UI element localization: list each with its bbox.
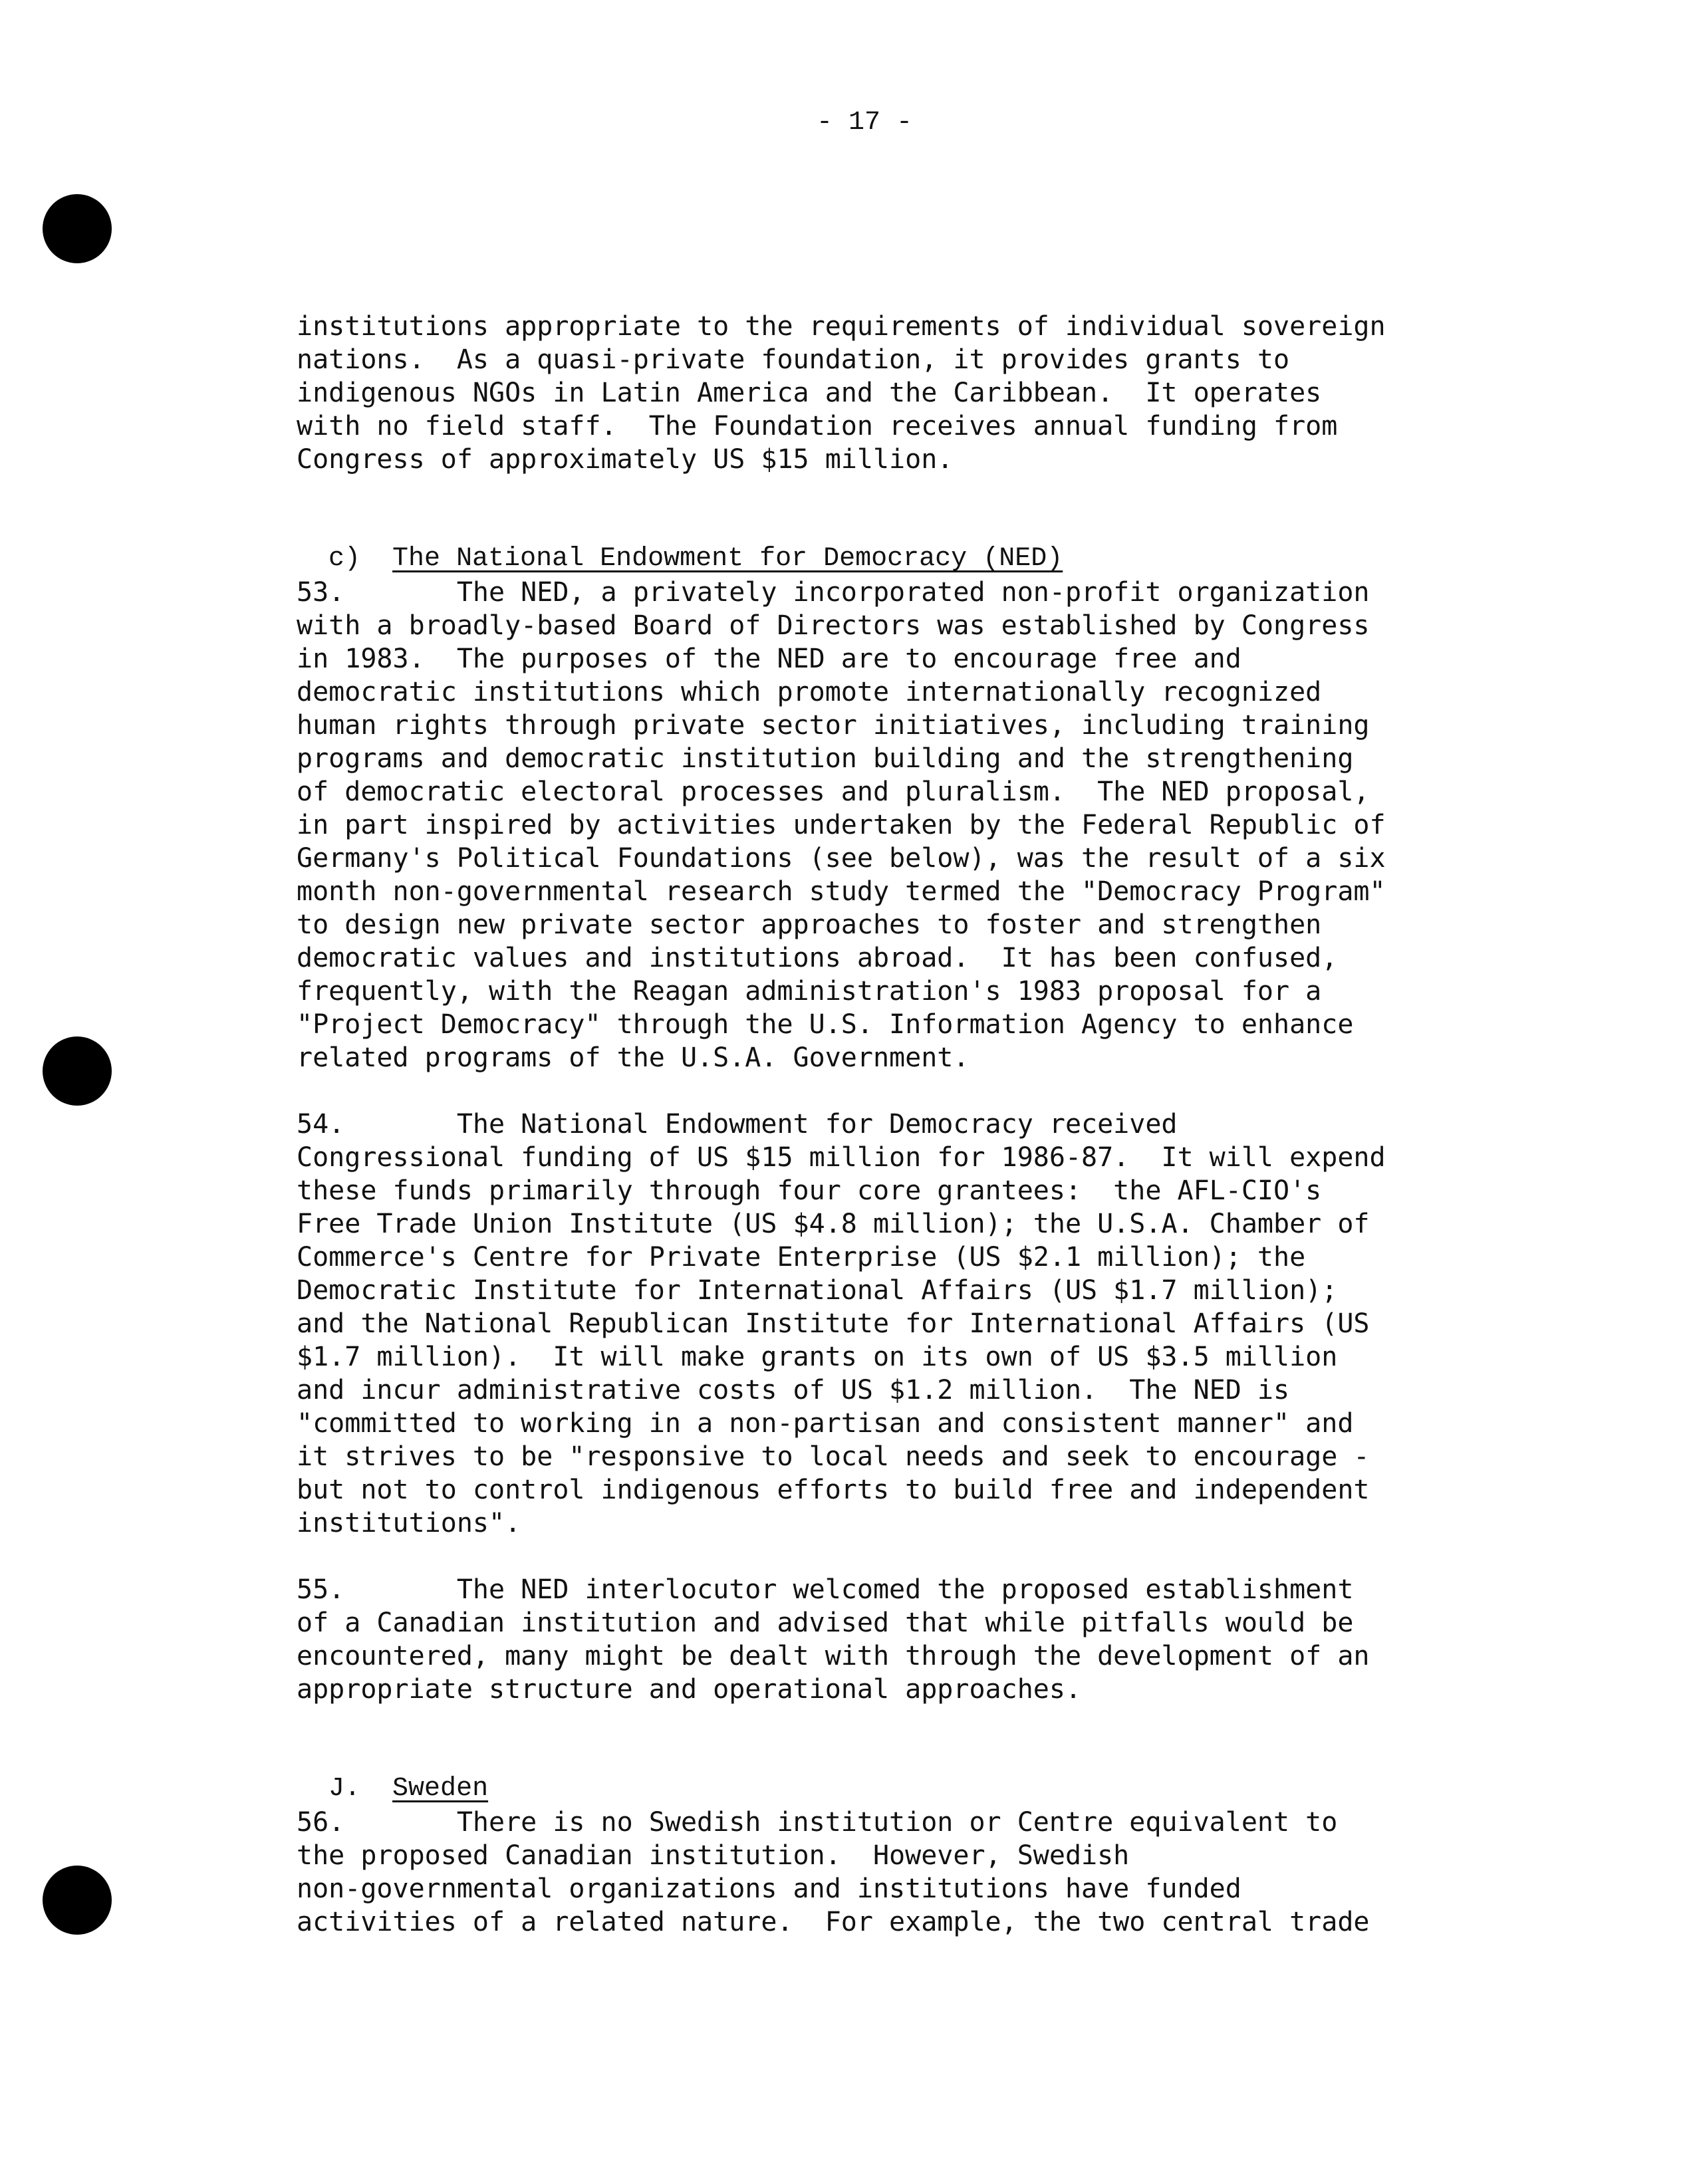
punch-hole bbox=[43, 1866, 112, 1935]
intro-paragraph: institutions appropriate to the requirements of individual sovereign nations. As a quasi-private foundation, it provides grants to indigenous NGOs in Latin America and the Caribbean. It operates with no field staff. The Foundation receives annual funding from Congress of approximately US $15 million. bbox=[297, 311, 1386, 475]
punch-hole bbox=[43, 194, 112, 263]
paragraph-54: 54. The National Endowment for Democracy received Congressional funding of US $15 million for 1986-87. It will expend these funds primarily through four core grantees: the AFL-CIO's Free Trade Union Institute (US $4.8 million); the U.S.A. Chamber of Commerce's Centre for Private Enterprise (US $2.1 million); the Democratic Institute for International Affairs (US $1.7 million); and the National Republican Institute for International Affairs (US $1.7 million). It will make grants on its own of US $3.5 million and incur administrative costs of US $1.2 million. The NED is "committed to working in a non-partisan and consistent manner" and it strives to be "responsive to local needs and seek to encourage - but not to control indigenous efforts to build free and independent institutions". bbox=[297, 1109, 1386, 1538]
page-number: - 17 - bbox=[816, 108, 913, 138]
section-title: Sweden bbox=[392, 1774, 489, 1804]
section-marker: c) bbox=[328, 544, 361, 574]
paragraph-56: 56. There is no Swedish institution or Centre equivalent to the proposed Canadian institution. However, Swedish non-governmental organizations and institutions have funded activities of a related nature. For example, the two central trade bbox=[297, 1807, 1370, 1937]
punch-hole bbox=[43, 1036, 112, 1106]
section-heading-ned bbox=[297, 509, 1063, 576]
section-title: The National Endowment for Democracy (NED) bbox=[392, 544, 1063, 574]
section-marker: J. bbox=[328, 1774, 361, 1804]
paragraph-55: 55. The NED interlocutor welcomed the proposed establishment of a Canadian institution and advised that while pitfalls would be encountered, many might be dealt with through the development of an appropriate structure and operational approaches. bbox=[297, 1574, 1370, 1705]
section-heading-sweden bbox=[297, 1739, 488, 1806]
paragraph-53: 53. The NED, a privately incorporated non-profit organization with a broadly-based Board of Directors was established by Congress in 1983. The purposes of the NED are to encourage free and democratic institutions which promote internationally recognized human rights through private sector initiatives, including training programs and democratic institution building and the strengthening of democratic electoral processes and pluralism. The NED proposal, in part inspired by activities undertaken by the Federal Republic of Germany's Political Foundations (see below), was the result of a six month non-governmental research study termed the "Democracy Program" to design new private sector approaches to foster and strengthen democratic values and institutions abroad. It has been confused, frequently, with the Reagan administration's 1983 proposal for a "Project Democracy" through the U.S. Information Agency to enhance related programs of the U.S.A. Government. bbox=[297, 577, 1386, 1073]
